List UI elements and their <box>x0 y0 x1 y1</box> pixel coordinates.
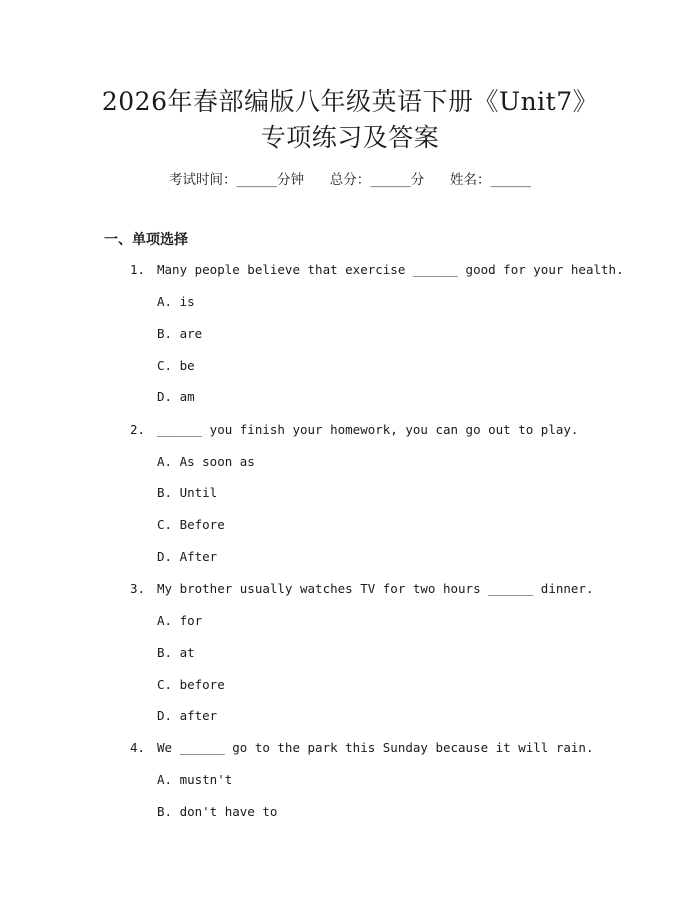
question-2-option-d: D. After <box>157 549 218 564</box>
question-1-option-d: D. am <box>157 389 195 404</box>
question-3-option-a: A. for <box>157 613 203 628</box>
document-title-line-2: 专项练习及答案 <box>260 123 440 152</box>
question-3-option-b: B. at <box>157 645 195 660</box>
exam-info-line: 考试时间：______分钟 总分：______分 姓名：______ <box>169 172 531 188</box>
question-2-number: 2. <box>130 422 146 437</box>
question-1-option-a: A. is <box>157 294 195 309</box>
question-2-option-c: C. Before <box>157 517 225 532</box>
question-2-text: ______ you finish your homework, you can go out to play. <box>157 422 579 437</box>
question-4-text: We ______ go to the park this Sunday because it will rain. <box>157 740 594 755</box>
question-1-option-c: C. be <box>157 358 195 373</box>
question-4-option-b: B. don't have to <box>157 804 278 819</box>
question-1-number: 1. <box>130 262 146 277</box>
question-2-option-a: A. As soon as <box>157 454 255 469</box>
section-heading: 一、单项选择 <box>104 232 188 248</box>
question-2-option-b: B. Until <box>157 485 218 500</box>
question-4-number: 4. <box>130 740 146 755</box>
question-3-number: 3. <box>130 581 146 596</box>
question-1-text: Many people believe that exercise ______ good for your health. <box>157 262 624 277</box>
question-3-option-c: C. before <box>157 677 225 692</box>
question-3-option-d: D. after <box>157 708 218 723</box>
question-1-option-b: B. are <box>157 326 203 341</box>
question-4-option-a: A. mustn't <box>157 772 233 787</box>
question-3-text: My brother usually watches TV for two hours ______ dinner. <box>157 581 594 596</box>
document-title-line-1: 2026年春部编版八年级英语下册《Unit7》 <box>101 87 599 116</box>
